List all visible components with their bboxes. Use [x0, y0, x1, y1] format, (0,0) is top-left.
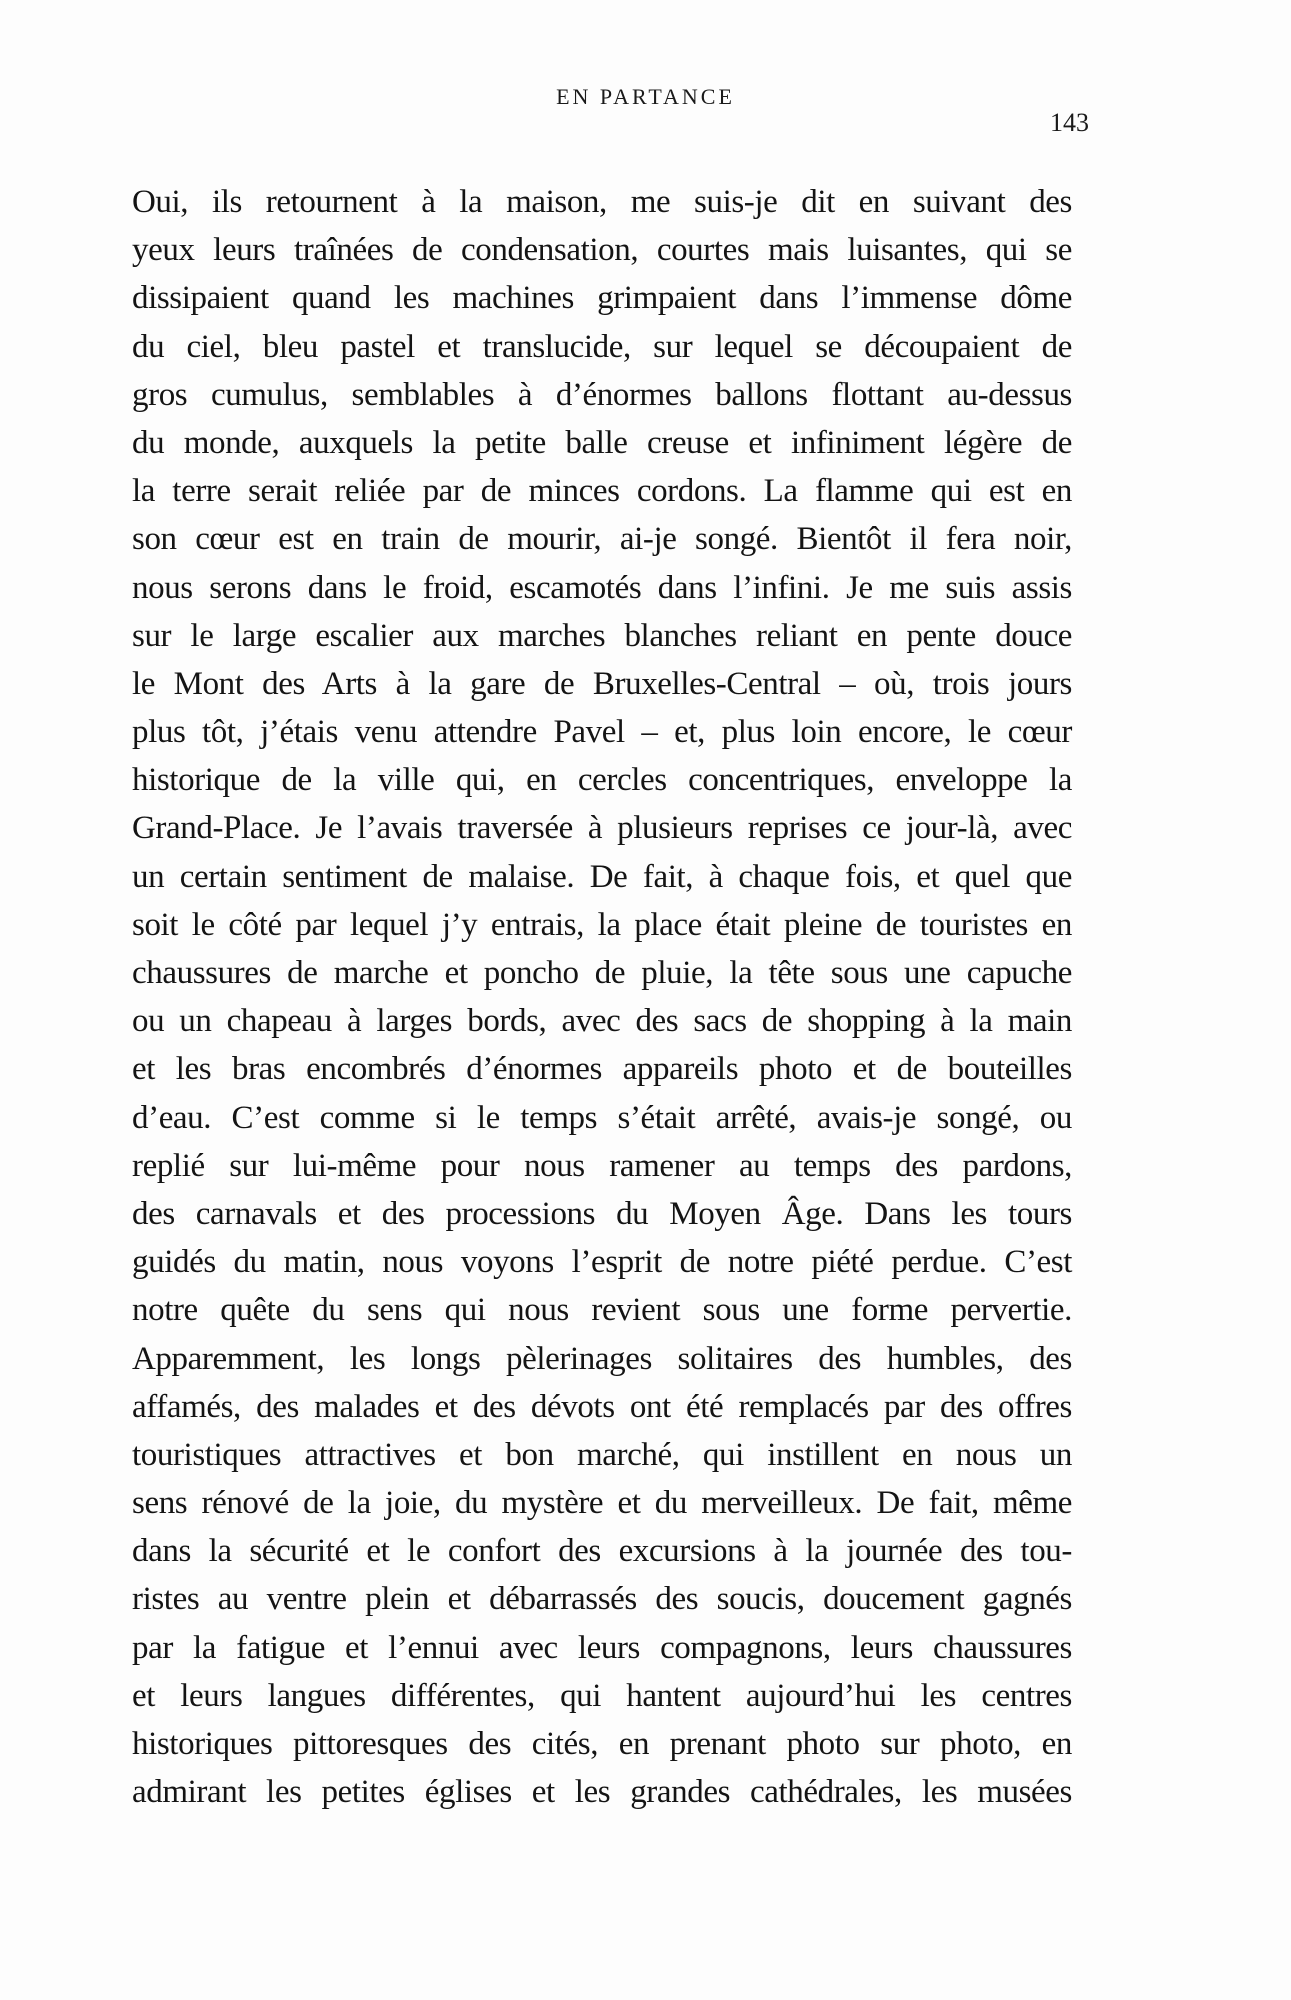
text-line: par la fatigue et l’ennui avec leurs compagnons, leurs chaussures: [132, 1629, 1072, 1666]
text-line: affamés, des malades et des dévots ont été remplacés par des offres: [132, 1388, 1072, 1425]
text-line: le Mont des Arts à la gare de Bruxelles-Central – où, trois jours: [132, 665, 1072, 702]
text-line: gros cumulus, semblables à d’énormes ballons flottant au-dessus: [132, 376, 1072, 413]
text-line: la terre serait reliée par de minces cordons. La flamme qui est en: [132, 473, 1072, 510]
text-line: chaussures de marche et poncho de pluie, la tête sous une capuche: [132, 955, 1072, 991]
text-line: Grand-Place. Je l’avais traversée à plusieurs reprises ce jour-là, avec: [132, 810, 1072, 847]
text-line: un certain sentiment de malaise. De fait, à chaque fois, et quel que: [132, 858, 1072, 895]
text-line: ristes au ventre plein et débarrassés des soucis, doucement gagnés: [132, 1581, 1072, 1618]
text-line: des carnavals et des processions du Moyen Âge. Dans les tours: [132, 1195, 1072, 1232]
text-line: sens rénové de la joie, du mystère et du merveilleux. De fait, même: [132, 1485, 1072, 1522]
text-line: dissipaient quand les machines grimpaient dans l’immense dôme: [132, 280, 1072, 317]
text-line: guidés du matin, nous voyons l’esprit de notre piété perdue. C’est: [132, 1244, 1072, 1281]
text-line: notre quête du sens qui nous revient sous une forme pervertie.: [132, 1292, 1072, 1329]
body-text: [132, 178, 1072, 1816]
text-line: touristiques attractives et bon marché, qui instillent en nous un: [132, 1436, 1072, 1473]
text-line: historiques pittoresques des cités, en prenant photo sur photo, en: [132, 1726, 1072, 1762]
text-line: nous serons dans le froid, escamotés dans l’infini. Je me suis assis: [132, 569, 1072, 606]
text-line: sur le large escalier aux marches blanches reliant en pente douce: [132, 617, 1072, 654]
text-line: dans la sécurité et le confort des excursions à la journée des tou-: [132, 1533, 1072, 1570]
page-number: 143: [1050, 108, 1089, 137]
text-line: historique de la ville qui, en cercles concentriques, enveloppe la: [132, 762, 1072, 799]
text-line: admirant les petites églises et les grandes cathédrales, les musées: [132, 1774, 1072, 1811]
text-line: plus tôt, j’étais venu attendre Pavel – et, plus loin encore, le cœur: [132, 714, 1072, 751]
text-line: Oui, ils retournent à la maison, me suis-je dit en suivant des: [132, 184, 1072, 220]
running-header: EN PARTANCE: [556, 84, 735, 109]
text-line: yeux leurs traînées de condensation, courtes mais luisantes, qui se: [132, 232, 1072, 269]
text-line: replié sur lui-même pour nous ramener au temps des pardons,: [132, 1147, 1072, 1184]
text-line: et leurs langues différentes, qui hantent aujourd’hui les centres: [132, 1677, 1072, 1714]
text-line: Apparemment, les longs pèlerinages solitaires des humbles, des: [132, 1340, 1072, 1377]
text-line: ou un chapeau à larges bords, avec des sacs de shopping à la main: [132, 1003, 1072, 1040]
text-line: son cœur est en train de mourir, ai-je songé. Bientôt il fera noir,: [132, 521, 1072, 558]
text-line: du ciel, bleu pastel et translucide, sur lequel se découpaient de: [132, 328, 1072, 365]
text-line: et les bras encombrés d’énormes appareils photo et de bouteilles: [132, 1051, 1072, 1088]
text-line: du monde, auxquels la petite balle creuse et infiniment légère de: [132, 424, 1072, 461]
text-line: d’eau. C’est comme si le temps s’était arrêté, avais-je songé, ou: [132, 1099, 1072, 1136]
text-line: soit le côté par lequel j’y entrais, la place était pleine de touristes en: [132, 906, 1072, 943]
